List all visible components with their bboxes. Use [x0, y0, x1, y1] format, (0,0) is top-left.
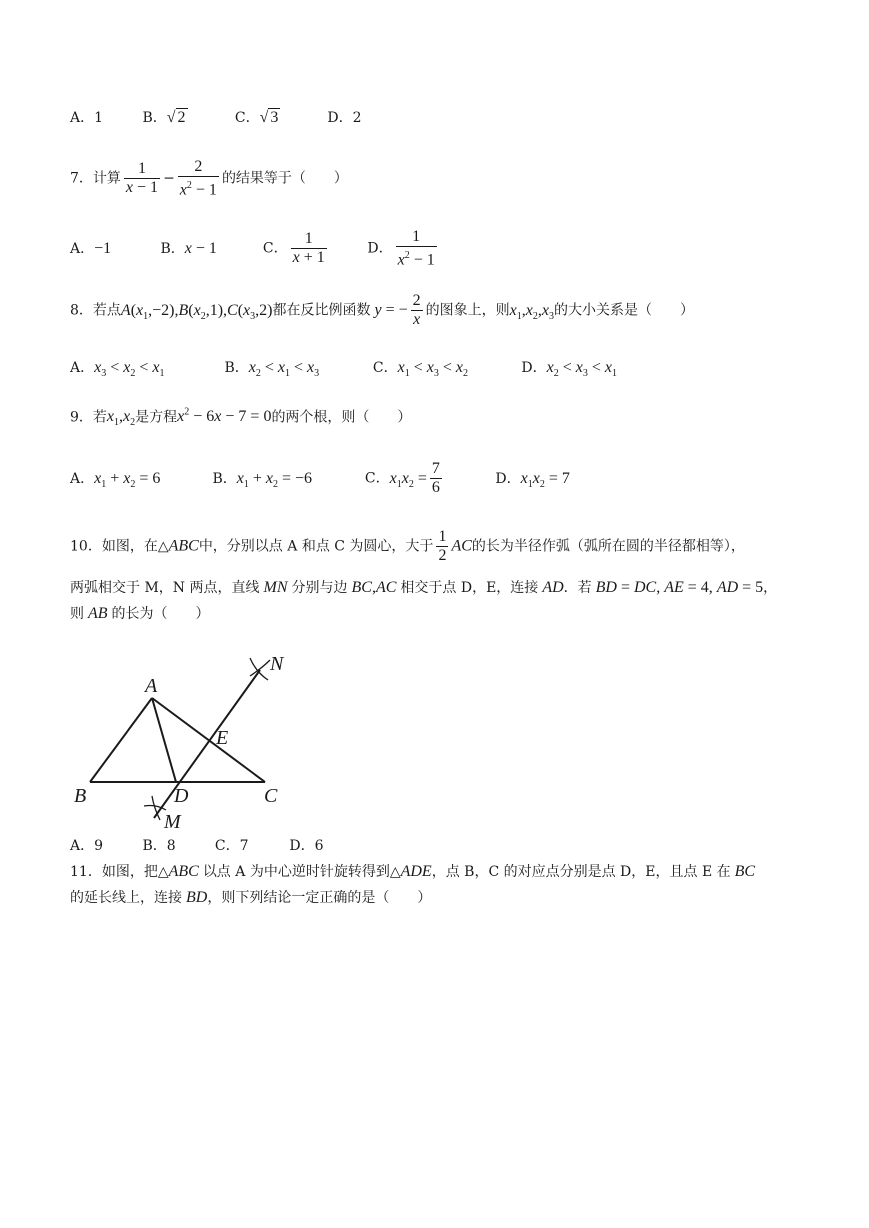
q6-option-d: D．2	[327, 110, 362, 126]
q8-options	[70, 358, 617, 384]
segment-ad	[152, 698, 176, 782]
q7-question: 7．计算 $\frac{1}{x - 1}$ − $\frac{2}{x^2 - 1}$ 的结果等于（ ）	[70, 158, 348, 199]
q10-line1: 10．如图，在△ABC中，分别以点 A 和点 C 为圆心，大于 $\frac{1}{2}$ AC的长为半径作弧（弧所在圆的半径都相等），	[70, 528, 745, 564]
q7-option-c: C． $\frac{1}{x + 1}$	[262, 230, 325, 267]
q6-option-a: A．1	[70, 110, 104, 126]
line-mn	[154, 670, 260, 818]
label-c: C	[264, 785, 278, 807]
q10-option-a: A．9	[70, 838, 104, 854]
q7-option-b: B．x − 1	[160, 239, 217, 257]
label-d: D	[174, 785, 189, 807]
q9-option-c: C．$x_1x_2$ = $\frac{7}{6}$	[364, 460, 440, 496]
q11-line2: 的延长线上，连接 BD，则下列结论一定正确的是（ ）	[70, 889, 432, 906]
q10-option-c: C．7	[214, 838, 249, 854]
q9-options	[70, 460, 570, 497]
q10-line2: 两弧相交于 M，N 两点，直线 MN 分别与边 BC,AC 相交于点 D，E，连接 AD．若 BD = DC, AE = 4, AD = 5，	[70, 579, 778, 596]
q10-option-d: D．6	[289, 838, 324, 854]
label-n: N	[270, 653, 284, 675]
q9-question: 9．若$x_1,x_2$是方程$x^2 - 6x - 7 = 0$的两个根，则（ ）	[70, 407, 412, 429]
label-b: B	[74, 785, 87, 807]
q11-line1: 11．如图，把△ABC 以点 A 为中心逆时针旋转得到△ADE，点 B，C 的对应点分别是点 D，E，且点 E 在 BC	[70, 863, 756, 880]
q7-options	[70, 228, 440, 269]
q10-option-b: B．8	[142, 838, 176, 854]
q8-option-a: A．$x_3 < x_2 < x_1$	[70, 359, 165, 380]
q9-option-a: A．$x_1 + x_2 = 6$	[70, 469, 161, 490]
q10-figure	[70, 648, 300, 833]
label-e: E	[216, 727, 229, 749]
segment-ac	[152, 698, 265, 782]
q9-option-b: B．$x_1 + x_2 = -6$	[212, 469, 313, 490]
q8-option-d: D．$x_2 < x_3 < x_1$	[521, 359, 617, 380]
label-m: M	[164, 811, 181, 833]
q10-line3: 则 AB 的长为（ ）	[70, 605, 210, 622]
q7-option-a: A．−1	[70, 239, 112, 257]
q7-option-d: D． $\frac{1}{x^2 - 1}$	[367, 228, 435, 269]
q6-option-c: C．√ 3	[234, 109, 279, 126]
q10-options	[70, 836, 324, 856]
q8-option-b: B．$x_2 < x_1 < x_3$	[224, 359, 320, 380]
q8-question: 8．若点$A(x_1,-2),B(x_2,1),C(x_3,2)$都在反比例函数 y = − $\frac{2}{x}$ 的图象上，则$x_1,x_2,x_3$的大小关系是（ ）	[70, 292, 694, 328]
label-a: A	[145, 675, 158, 697]
segment-ab	[90, 698, 152, 782]
q6-options	[70, 108, 362, 128]
q8-option-c: C．$x_1 < x_3 < x_2$	[372, 359, 469, 380]
q9-option-d: D．$x_1x_2 = 7$	[495, 469, 570, 490]
q6-option-b: B．√ 2	[142, 109, 186, 126]
